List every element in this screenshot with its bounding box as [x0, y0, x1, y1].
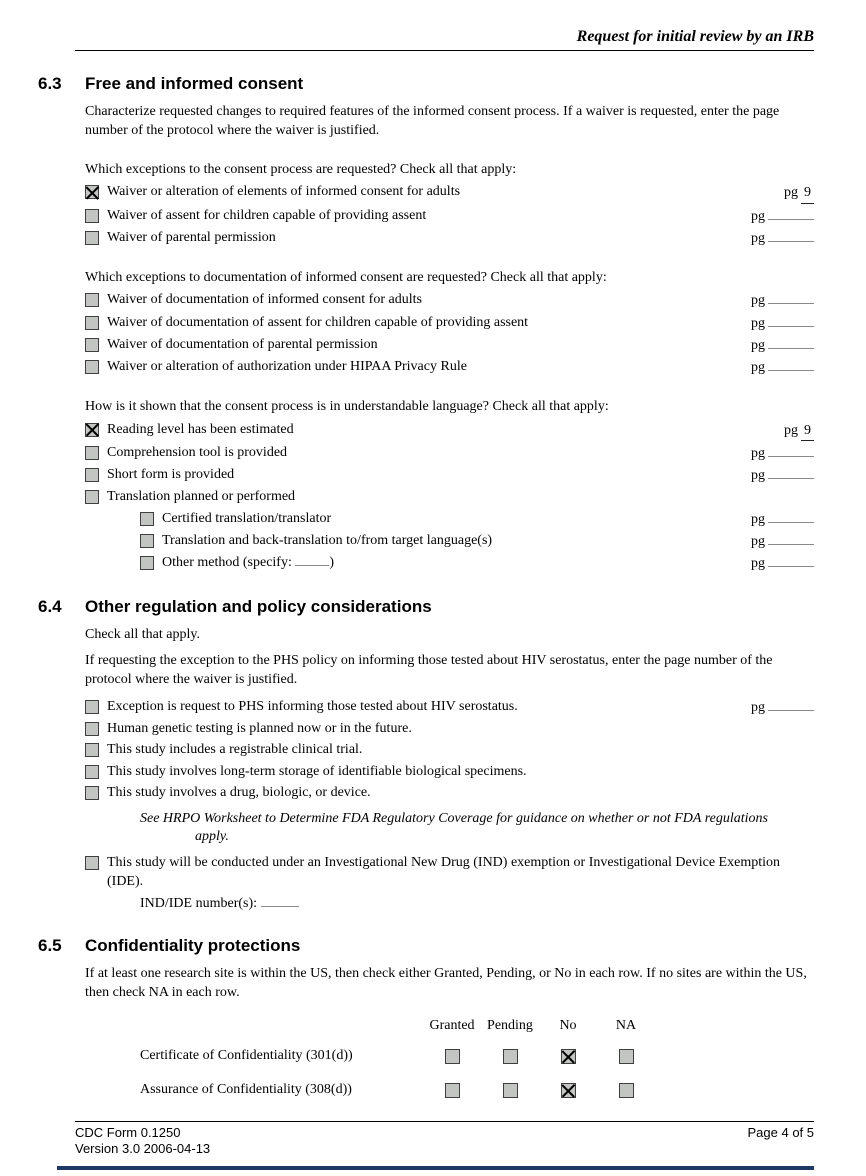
page-number-field [751, 292, 814, 311]
checkbox-row [85, 784, 814, 803]
checkbox-row [85, 229, 814, 249]
pg-label: pg [751, 360, 765, 376]
pg-label: pg [751, 699, 765, 715]
checkbox-label: Waiver or alteration of authorization under HIPAA Privacy Rule [107, 359, 467, 375]
table-header-row [140, 1017, 814, 1036]
section-title: Other regulation and policy considerations [85, 596, 432, 616]
checkbox-label: This study involves long-term storage of identifiable biological specimens. [107, 763, 527, 779]
page-number-value[interactable] [768, 303, 814, 304]
column-header-no: No [559, 1017, 577, 1033]
checkbox-label: Comprehension tool is provided [107, 444, 288, 460]
pg-label: pg [751, 208, 765, 224]
checkbox-unchecked[interactable] [85, 743, 99, 757]
footer-version: Version 3.0 2006-04-13 [75, 1141, 211, 1157]
section-body [85, 626, 814, 914]
table-cell [539, 1049, 597, 1064]
checkbox-label: Waiver of documentation of assent for children capable of providing assent [107, 314, 529, 330]
pg-label: pg [751, 230, 765, 246]
checkbox-label: This study will be conducted under an Investigational New Drug (IND) exemption or Investigational Device Exemption (IDE). [107, 855, 780, 889]
pg-label: pg [751, 468, 765, 484]
checkbox-label: Waiver of assent for children capable of providing assent [107, 207, 427, 223]
page-number-value[interactable] [768, 522, 814, 523]
section-intro: If requesting the exception to the PHS policy on informing those tested about HIV serostatus, enter the page number of the protocol where the waiver is justified. [85, 653, 773, 688]
checkbox-label: Other method (specify: ) [162, 555, 335, 571]
checkbox-row [85, 466, 814, 486]
footer-form-info [75, 1125, 210, 1158]
checkbox-row [85, 698, 814, 718]
section-heading [38, 73, 814, 96]
section-intro: Characterize requested changes to required features of the informed consent process. If a waiver is requested, enter the page number of the protocol where the waiver is justified. [85, 104, 780, 138]
checkbox-row [140, 532, 814, 552]
checkbox-unchecked[interactable] [140, 556, 154, 570]
checkbox-checked[interactable] [561, 1083, 576, 1098]
group-prompt: Which exceptions to documentation of informed consent are requested? Check all that apply: [85, 269, 607, 285]
footer-page-number: Page 4 of 5 [747, 1124, 814, 1140]
checkbox-checked[interactable] [85, 185, 99, 199]
checkbox-unchecked[interactable] [503, 1083, 518, 1098]
checkbox-label: This study involves a drug, biologic, or device. [107, 784, 371, 800]
checkbox-unchecked[interactable] [85, 468, 99, 482]
pg-label: pg [751, 445, 765, 461]
section-number: 6.5 [38, 936, 62, 956]
checkbox-unchecked[interactable] [85, 209, 99, 223]
checkbox-row [85, 358, 814, 378]
table-label-spacer [140, 1017, 423, 1036]
table-cell [481, 1083, 539, 1098]
fda-guidance-note: See HRPO Worksheet to Determine FDA Regulatory Coverage for guidance on whether or not FDA regulations apply. [140, 810, 768, 845]
footer-rule [75, 1121, 814, 1122]
pg-label: pg [784, 422, 798, 438]
bottom-rule [57, 1166, 814, 1170]
page-number-value[interactable] [768, 326, 814, 327]
checkbox-unchecked[interactable] [85, 446, 99, 460]
ind-ide-number-blank[interactable] [261, 895, 299, 907]
table-cell [423, 1083, 481, 1098]
section-title: Confidentiality protections [85, 936, 301, 956]
document-header [75, 26, 814, 51]
checkbox-unchecked[interactable] [85, 490, 99, 504]
page-number-value[interactable] [768, 544, 814, 545]
page-number-field [751, 467, 814, 486]
pg-label: pg [751, 533, 765, 549]
page-number-field [751, 230, 814, 249]
page-number-value[interactable]: 9 [801, 184, 814, 204]
pg-label: pg [751, 511, 765, 527]
checkbox-row [85, 763, 814, 782]
column-header-pending: Pending [487, 1017, 533, 1033]
section-intro: Check all that apply. [85, 626, 200, 642]
page-number-value[interactable] [768, 348, 814, 349]
checkbox-row [85, 488, 814, 507]
checkbox-label: This study includes a registrable clinical trial. [107, 742, 363, 758]
page-number-value[interactable] [768, 219, 814, 220]
checkbox-label: Translation planned or performed [107, 489, 296, 505]
page-number-field [751, 555, 814, 574]
page-number-field [751, 533, 814, 552]
checkbox-unchecked[interactable] [85, 293, 99, 307]
checkbox-row [85, 183, 814, 204]
table-row-label: Assurance of Confidentiality (308(d)) [140, 1082, 352, 1098]
table-cell [597, 1049, 655, 1064]
checkbox-row [85, 314, 814, 334]
section-6.4 [38, 596, 814, 914]
checkbox-label: Waiver of documentation of informed consent for adults [107, 292, 422, 308]
page-number-value[interactable] [768, 241, 814, 242]
page-number-field [751, 337, 814, 356]
section-intro: If at least one research site is within the US, then check either Granted, Pending, or No in each row. If no sites are within the US, then check NA in each row. [85, 966, 807, 1000]
pg-label: pg [751, 556, 765, 572]
page-number-field [751, 315, 814, 334]
page-number-value[interactable] [768, 370, 814, 371]
document-footer [38, 1121, 814, 1170]
checkbox-checked[interactable] [85, 423, 99, 437]
page-number-value[interactable] [768, 710, 814, 711]
checkbox-unchecked[interactable] [140, 512, 154, 526]
checkbox-row [85, 720, 814, 739]
checkbox-label: Certified translation/translator [162, 510, 332, 526]
pg-label: pg [751, 315, 765, 331]
pg-label: pg [784, 185, 798, 201]
pg-label: pg [751, 337, 765, 353]
header-rule [75, 50, 814, 51]
checkbox-label: Waiver or alteration of elements of informed consent for adults [107, 184, 461, 200]
table-cell [481, 1049, 539, 1064]
checkbox-unchecked[interactable] [85, 765, 99, 779]
checkbox-unchecked[interactable] [619, 1049, 634, 1064]
group-prompt: How is it shown that the consent process is in understandable language? Check all that apply: [85, 398, 609, 414]
column-header-granted: Granted [429, 1017, 475, 1033]
checkbox-unchecked[interactable] [85, 360, 99, 374]
checkbox-unchecked[interactable] [85, 722, 99, 736]
section-6.3 [38, 73, 814, 574]
checkbox-row [85, 741, 814, 760]
checkbox-row [85, 336, 814, 356]
footer-form-id: CDC Form 0.1250 [75, 1124, 181, 1140]
checkbox-group [85, 269, 814, 378]
checkbox-unchecked[interactable] [85, 231, 99, 245]
table-cell [423, 1049, 481, 1064]
page-number-value[interactable]: 9 [801, 422, 814, 442]
pg-label: pg [751, 293, 765, 309]
section-heading [38, 596, 814, 619]
section-body [85, 103, 814, 574]
page-number-field [784, 184, 814, 204]
group-prompt: Which exceptions to the consent process are requested? Check all that apply: [85, 161, 517, 177]
section-number: 6.4 [38, 596, 62, 616]
checkbox-label: Exception is request to PHS informing those tested about HIV serostatus. [107, 698, 518, 714]
checkbox-row [85, 444, 814, 464]
checkbox-label: Short form is provided [107, 467, 235, 483]
ind-ide-label: IND/IDE number(s): [140, 895, 261, 911]
page-number-field [751, 699, 814, 718]
checkbox-group [85, 161, 814, 249]
page-number-field [751, 445, 814, 464]
table-row [140, 1047, 814, 1066]
checkbox-row [85, 854, 814, 892]
checkbox-unchecked[interactable] [445, 1083, 460, 1098]
checkbox-unchecked[interactable] [85, 700, 99, 714]
checkbox-unchecked[interactable] [85, 786, 99, 800]
section-number: 6.3 [38, 74, 62, 94]
page-number-field [751, 359, 814, 378]
checkbox-checked[interactable] [561, 1049, 576, 1064]
checkbox-unchecked[interactable] [85, 338, 99, 352]
page-number-value[interactable] [768, 478, 814, 479]
section-6.5 [38, 935, 814, 1100]
section-body [85, 965, 814, 1100]
checkbox-row [85, 291, 814, 311]
checkbox-label: Reading level has been estimated [107, 421, 294, 437]
checkbox-row [140, 510, 814, 530]
checkbox-row [85, 421, 814, 442]
checkbox-row [85, 207, 814, 227]
column-header-na: NA [615, 1017, 637, 1033]
page-number-field [751, 511, 814, 530]
checkbox-unchecked[interactable] [85, 856, 99, 870]
checkbox-group [85, 698, 814, 914]
checkbox-row [140, 554, 814, 574]
table-cell [597, 1083, 655, 1098]
page-number-field [751, 208, 814, 227]
specify-blank[interactable] [295, 554, 329, 566]
checkbox-group [85, 398, 814, 574]
checkbox-label: Translation and back-translation to/from target language(s) [162, 532, 493, 548]
checkbox-unchecked[interactable] [503, 1049, 518, 1064]
section-title: Free and informed consent [85, 74, 304, 94]
page-number-field [784, 422, 814, 442]
checkbox-unchecked[interactable] [619, 1083, 634, 1098]
table-cell [539, 1083, 597, 1098]
checkbox-label: Human genetic testing is planned now or in the future. [107, 721, 412, 737]
table-row-label: Certificate of Confidentiality (301(d)) [140, 1048, 353, 1064]
document-header-title: Request for initial review by an IRB [576, 28, 814, 45]
section-heading [38, 935, 814, 958]
ind-ide-number-line [140, 895, 814, 914]
table-row [140, 1081, 814, 1100]
checkbox-unchecked[interactable] [140, 534, 154, 548]
page-number-value[interactable] [768, 566, 814, 567]
confidentiality-table [140, 1017, 814, 1100]
page-number-value[interactable] [768, 456, 814, 457]
checkbox-unchecked[interactable] [85, 316, 99, 330]
checkbox-label: Waiver of parental permission [107, 229, 276, 245]
checkbox-label: Waiver of documentation of parental permission [107, 336, 378, 352]
checkbox-unchecked[interactable] [445, 1049, 460, 1064]
form-content [38, 73, 814, 1100]
